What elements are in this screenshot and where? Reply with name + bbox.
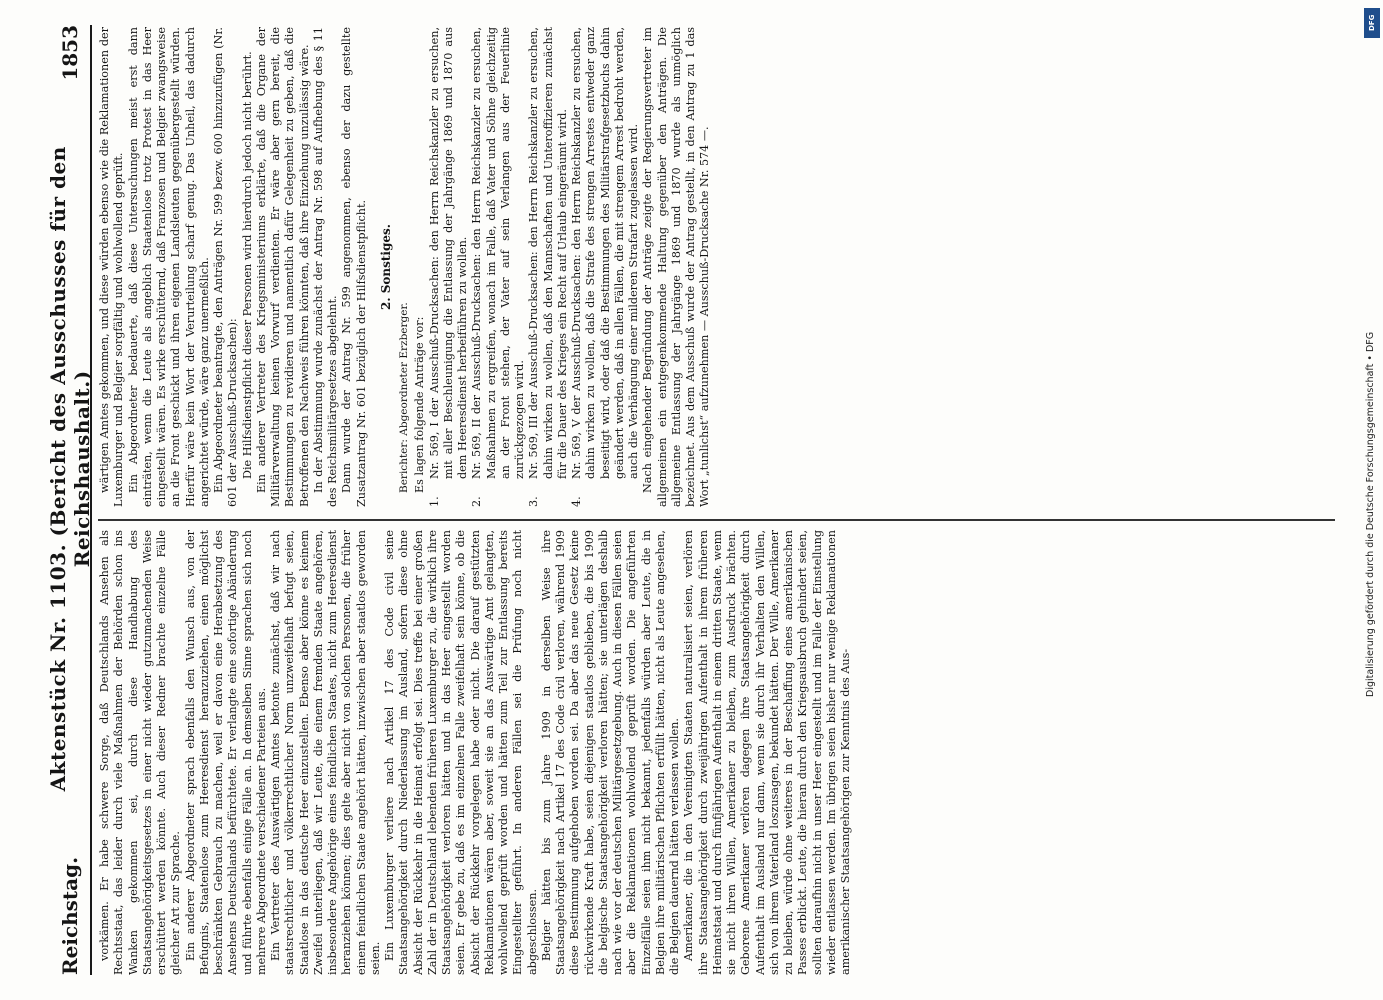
left-paragraph: Ein Vertreter des Auswärtigen Amtes betonte zunächst, daß wir nach staatsrechtlicher und völkerrechtlicher Norm unzweifelhaft befugt seien, Staatlose in das deutsche Heer einzustellen. Ebenso aber könne es keinem Zweifel unterliegen, daß wir Leute, die einem fremden Staate angehören, insbesondere Angehörige eines feindlichen Staates, nicht zum Heeresdienst heranziehen können; dies gelte aber nicht von solchen Personen, die früher einem feindlichen Staate angehört hätten, inzwischen aber staatlos geworden seien. (269, 530, 382, 975)
rotated-document-page (46, 25, 1335, 975)
motion-text: Nr. 569, I der Ausschuß-Drucksachen: den Herrn Reichskanzler zu ersuchen, mit aller Beschleunigung die Entlassung der Jahrgänge 1869 und 1870 aus dem Heeresdienst herbeiführen zu wollen. (427, 27, 469, 479)
right-paragraph: wärtigen Amtes gekommen, und diese würden ebenso wie die Reklamationen der Luxemburger und Belgier sorgfältig und wohlwollend geprüft. (98, 27, 126, 507)
motion-number: 3. (527, 496, 541, 507)
column-divider (98, 519, 1335, 521)
motion-text: Nr. 569, III der Ausschuß-Drucksachen: den Herrn Reichskanzler zu ersuchen, dahin wirken zu wollen, daß den Mannschaften und Unteroffizieren zunächst für die Dauer des Krieges ein Recht auf Urlaub eingeräumt wird. (527, 27, 569, 479)
motion-item (428, 27, 471, 507)
left-paragraph: Belgier hätten bis zum Jahre 1909 in derselben Weise ihre Staatsangehörigkeit nach Artikel 17 des Code civil verloren, während 1909 diese Bestimmung aufgehoben worden sei. Da aber das neue Gesetz keine rückwirkende Kraft habe, seien diejenigen staatlos geblieben, die bis 1909 die belgische Staatsangehörigkeit verloren hätten; sie unterlägen deshalb nach wie vor der deutschen Militärgesetzgebung. Auch in diesen Fällen seien aber die Reklamationen wohlwollend geprüft worden. Die angeführten Einzelfälle seien ihm nicht bekannt, jedenfalls würden aber Leute, die in Belgien ihre militärischen Pflichten erfüllt hätten, nicht als Leute angesehen, die Belgien dauernd hätten verlassen wollen. (539, 530, 681, 975)
motion-number: 4. (570, 496, 583, 507)
section-title: 2. Sonstiges. (378, 224, 393, 310)
motion-item (527, 27, 570, 507)
header-title: Aktenstück Nr. 1103. (Bericht des Ausschusses für den Reichshaushalt.) (46, 146, 94, 792)
left-paragraph: Ein anderer Abgeordneter sprach ebenfalls den Wunsch aus, von der Befugnis, Staatenlose zum Heeresdienst heranzuziehen, einen möglichst beschränkten Gebrauch zu machen, weil er davon eine Herabsetzung des Ansehens Deutschlands befürchtete. Er verlangte eine sofortige Abänderung und führte ebenfalls einige Fälle an. In demselben Sinne sprachen sich noch mehrere Abgeordnete verschiedener Parteien aus. (183, 530, 268, 975)
intro-line: Es lagen folgende Anträge vor: (413, 316, 427, 493)
motion-text: Nr. 569, II der Ausschuß-Drucksachen: den Herrn Reichskanzler zu ersuchen, Maßnahmen zu ergreifen, wonach im Falle, daß Vater und Söhne gleichzeitig an der Front stehen, der Vater auf sein Verlangen aus der Feuerlinie zurückgezogen wird. (470, 27, 526, 479)
left-paragraph: Ein Luxemburger verliere nach Artikel 17 des Code civil seine Staatsangehörigkeit durch Niederlassung im Ausland, sofern diese ohne Absicht der Rückkehr in die Heimat erfolgt sei. Dies treffe bei einer großen Zahl der in Deutschland lebenden früheren Luxemburger zu, die wirklich ihre Staatsangehörigkeit verloren hätten und in das Heer eingestellt worden seien. Er gebe zu, daß es im einzelnen Falle zweifelhaft sein könne, ob die Absicht der Rückkehr vorgelegen habe oder nicht. Die darauf gestützten Reklamationen wären aber, soweit sie an das Auswärtige Amt gelangten, wohlwollend geprüft worden und hätten zum Teil zur Entlassung bereits Eingestellter geführt. In anderen Fällen sei die Prüfung noch nicht abgeschlossen. (383, 530, 539, 975)
motion-number: 2. (470, 496, 484, 507)
right-paragraph: Die Hilfsdienstpflicht dieser Personen wird hierdurch jedoch nicht berührt. (240, 51, 254, 479)
motion-text: Nr. 569, V der Ausschuß-Drucksachen: den Herrn Reichskanzler zu ersuchen, dahin wirken zu wollen, daß die Strafe des strengen Arrestes entweder ganz beseitigt wird, oder daß die Bestimmungen des Militärstrafgesetzbuchs dahin geändert werden, daß in allen Fällen, die mit strengem Arrest bedroht werden, auch die Verhängung einer milderen Strafart zugelassen wird. (570, 27, 640, 479)
header-left: Reichstag. (58, 856, 82, 975)
left-column (98, 530, 1335, 975)
page-header (46, 25, 94, 975)
reporter-line: Berichter: Abgeordneter Erzberger. (398, 302, 410, 493)
left-paragraph: vorkämen. Er habe schwere Sorge, daß Deutschlands Ansehen als Rechtsstaat, das leider durch viele Maßnahmen der Behörden schon ins Wanken gekommen sei, durch diese Handhabung des Staatsangehörigkeitsgesetzes in einer nicht wieder gutzumachenden Weise erschüttert werden könnte. Auch dieser Redner brachte einzelne Fälle gleicher Art zur Sprache. (98, 530, 183, 975)
right-paragraph: Ein anderer Vertreter des Kriegsministeriums erklärte, daß die Organe der Militärverwaltung keinen Vorwurf verdienten. Er wäre aber gern bereit, die Bestimmungen zu revidieren und namentlich dafür Gelegenheit zu geben, daß die Betroffenen den Nachweis führen könnten, daß ihre Einziehung unzulässig wäre. (254, 27, 311, 507)
closing-paragraph: Nach eingehender Begründung der Anträge zeigte der Regierungsvertreter im allgemeinen ein entgegenkommende Haltung gegenüber den Anträgen. Die allgemeine Entlassung der Jahrgänge 1869 und 1870 wurde als unmöglich bezeichnet. Aus dem Ausschuß wurde der Antrag gestellt, in den Antrag zu 1 das Wort „tunlichst“ aufzunehmen — Ausschuß-Drucksache Nr. 574 —. (641, 27, 712, 507)
right-paragraph: Dann wurde der Antrag Nr. 599 angenommen, ebenso der dazu gestellte Zusatzantrag Nr. 601 bezüglich der Hilfsdienstpflicht. (340, 27, 368, 507)
page-number: 1853 (58, 25, 82, 81)
left-paragraph: Amerikaner, die in den Vereinigten Staaten naturalisiert seien, verlören ihre Staatsangehörigkeit durch zweijährigen Aufenthalt in ihrem früheren Heimatstaat und durch fünfjährigen Aufenthalt in einem dritten Staate, wenn sie nicht ihren Willen, Amerikaner zu bleiben, zum Ausdruck brächten. Geborene Amerikaner verlören dagegen ihre Staatsangehörigkeit durch Aufenthalt im Ausland nur dann, wenn sie durch ihr Verhalten den Willen, sich von ihrem Vaterland loszusagen, bekundet hätten. Der Wille, Amerikaner zu bleiben, würde ohne weiteres in der Beschaffung eines amerikanischen Passes erblickt. Leute, die hieran durch den Kriegsausbruch gehindert seien, sollten daraufhin nicht in unser Heer eingestellt und im Falle der Einstellung wieder entlassen werden. Im übrigen seien bisher nur wenige Reklamationen amerikanischer Staatsangehörigen zur Kenntnis des Aus- (682, 530, 852, 975)
digitization-note: Digitalisierung gefördert durch die Deutsche Forschungsgemeinschaft • DFG (1365, 331, 1376, 697)
right-paragraph: Ein Abgeordneter beantragte, den Anträgen Nr. 599 bezw. 600 hinzuzufügen (Nr. 601 der Ausschuß-Drucksachen): (212, 27, 240, 507)
right-column (98, 27, 1335, 507)
motion-item (470, 27, 527, 507)
right-paragraph: Ein Abgeordneter bedauerte, daß diese Untersuchungen meist erst dann einträten, wenn die Leute als angeblich Staatenlose trotz Protest in das Heer eingestellt wären. Es wirke erschütternd, daß Franzosen und Belgier zwangsweise an die Front geschickt und ihren eigenen Landsleuten gegenübergestellt würden. Hierfür wäre kein Wort der Verurteilung scharf genug. Das Unheil, das dadurch angerichtet würde, wäre ganz unermeßlich. (126, 27, 211, 507)
motion-item (570, 27, 641, 507)
motion-number: 1. (427, 496, 441, 507)
right-paragraph: In der Abstimmung wurde zunächst der Antrag Nr. 598 auf Aufhebung des § 11 des Reichsmilitärgesetzes abgelehnt. (311, 27, 339, 507)
dfg-logo: DFG (1364, 8, 1380, 38)
